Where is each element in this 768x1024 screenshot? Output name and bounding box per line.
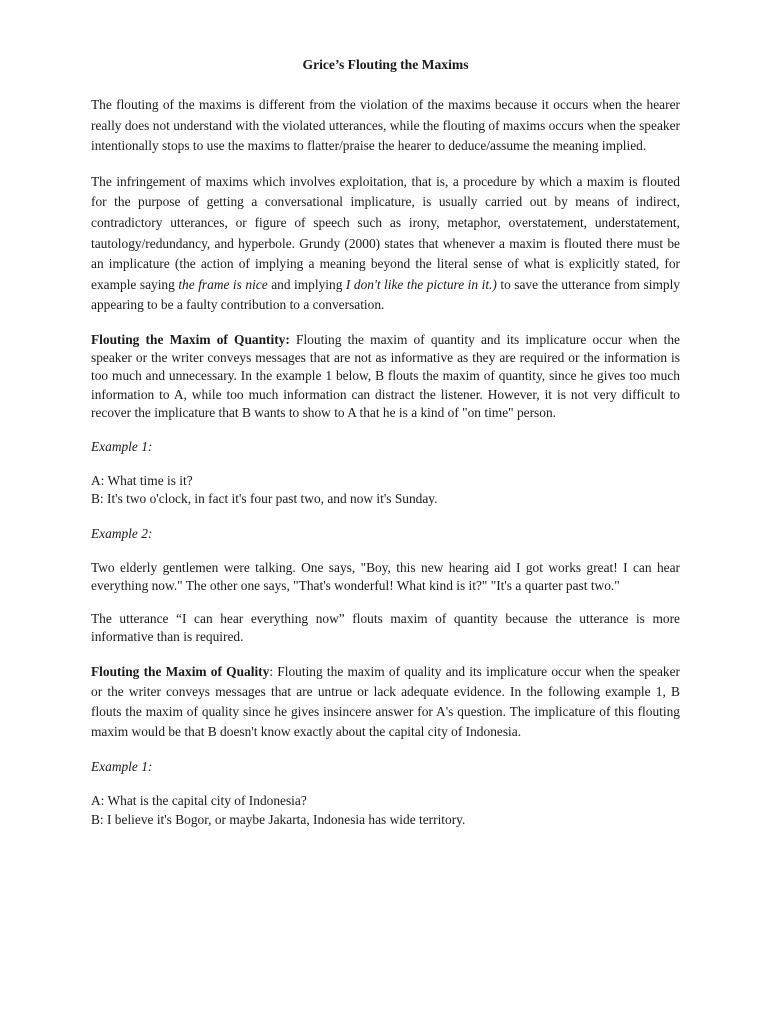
quantity-body: Flouting the maxim of quantity and its implicature occur when the speaker or the writer conveys messages that are not as informative as they are required or the information is too much and unnecessary. In the example 1 below, B flouts the maxim of quantity, since he gives too much information to A, while too much information can distract the listener. However, it is not very difficult to recover the implicature that B wants to show to A that he is a kind of "on time" person. [91,331,680,420]
quantity-example-1-dialogue [91,472,680,509]
quality-paragraph [91,662,680,743]
quantity-example-1-label: Example 1: [91,438,153,454]
quantity-explanation: The utterance “I can hear everything now” flouts maxim of quantity because the utterance is more informative than is required. [91,611,680,645]
quality-example-1-label: Example 1: [91,759,153,775]
infringement-italic-1: the frame is nice [178,276,268,292]
quantity-heading: Flouting the Maxim of Quantity: [91,331,290,347]
dialogue-line-a: A: What time is it? [91,472,193,488]
dialogue-line-a: A: What is the capital city of Indonesia? [91,793,307,809]
quality-body: Flouting the maxim of quality and its implicature occur when the speaker or the writer conveys messages that are untrue or lack adequate evidence. In the following example 1, B flouts the maxim of quality since he gives insincere answer for A's question. The implicature of this flouting maxim would be that B doesn't know exactly about the capital city of Indonesia. [91,663,680,740]
infringement-text-1: The infringement of maxims which involves exploitation, that is, a procedure by which a maxim is flouted for the purpose of getting a conversational implicature, is usually carried out by means of indirect, contradictory utterances, or figure of speech such as irony, metaphor, overstatement, understatement, tautology/redundancy, and hyperbole. Grundy (2000) states that whenever a maxim is flouted there must be an implicature (the action of implying a meaning beyond the literal sense of what is explicitly stated, for example saying [91,173,680,292]
infringement-text-3: to save the utterance from simply appearing to be a faulty contribution to a conversation. [91,276,680,313]
infringement-text-2: and implying [267,276,346,292]
quantity-paragraph [91,331,680,422]
quantity-example-2-text: Two elderly gentlemen were talking. One says, "Boy, this new hearing aid I got works great! I can hear everything now." The other one says, "That's wonderful! What kind is it?" "It's a quarter past two." [91,559,680,593]
infringement-italic-2: I don't like the picture in it.) [345,276,497,292]
quality-heading-colon: : [269,663,274,679]
infringement-paragraph [91,172,680,316]
page-title: Grice’s Flouting the Maxims [302,57,469,72]
quality-example-1-dialogue [91,792,680,829]
dialogue-line-b: B: It's two o'clock, in fact it's four past two, and now it's Sunday. [91,491,438,507]
dialogue-line-b: B: I believe it's Bogor, or maybe Jakarta, Indonesia has wide territory. [91,811,466,827]
quantity-example-2-label: Example 2: [91,525,153,541]
quality-heading: Flouting the Maxim of Quality [91,663,270,679]
intro-paragraph: The flouting of the maxims is different from the violation of the maxims because it occurs when the hearer really does not understand with the violated utterances, while the flouting of maxims occurs when the speaker intentionally stops to use the maxims to flatter/praise the hearer to deduce/assume the meaning implied. [91,97,680,154]
